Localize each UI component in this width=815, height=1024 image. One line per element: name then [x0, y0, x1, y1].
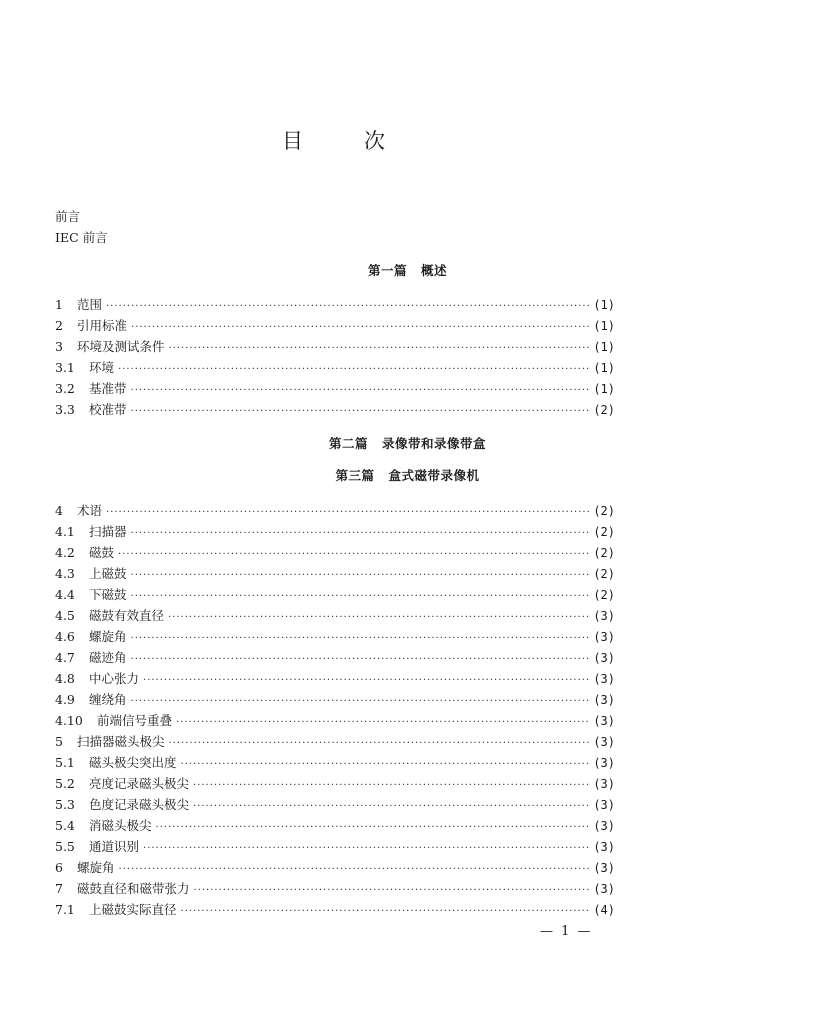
dot-leader: [143, 838, 589, 859]
toc-entry: [55, 521, 615, 542]
toc-entry-label: 磁迹角: [89, 650, 127, 665]
dot-leader: [156, 817, 590, 838]
toc-entry-page: (1): [593, 382, 615, 396]
toc-entry: [55, 689, 615, 710]
toc-entry-label: 扫描器: [89, 524, 127, 539]
toc-entry-page: (4): [593, 903, 615, 917]
toc-entry-label: 磁鼓直径和磁带张力: [77, 881, 190, 896]
toc-entry-number: 3.2: [55, 381, 75, 396]
toc-entry: [55, 752, 615, 773]
toc-entry-number: 4.6: [55, 629, 75, 644]
toc-entry-number: 3.3: [55, 402, 75, 417]
toc-entry-label: 校准带: [89, 402, 127, 417]
dot-leader: [131, 401, 590, 422]
toc-entry-label: 扫描器磁头极尖: [77, 734, 165, 749]
dot-leader: [131, 317, 589, 338]
title-char-1: 目: [282, 129, 303, 153]
part-number: 第一篇: [367, 263, 407, 278]
dot-leader: [131, 628, 590, 649]
toc-entry-number: 4.1: [55, 524, 75, 539]
toc-entry: [55, 294, 615, 315]
toc-entry-number: 5.3: [55, 797, 75, 812]
toc-entry-page: (2): [593, 588, 615, 602]
page-number: — 1 —: [540, 924, 593, 939]
toc-entry: [55, 584, 615, 605]
toc-entry-label: 中心张力: [89, 671, 140, 686]
part-heading-1: [0, 262, 815, 280]
part-heading-2: [0, 435, 815, 453]
toc-entry-label: 缠绕角: [89, 692, 127, 707]
toc-entry-label: 前端信号重叠: [97, 713, 173, 728]
toc-entry-number: 4.7: [55, 650, 75, 665]
toc-section-1: [55, 294, 615, 420]
dot-leader: [131, 565, 590, 586]
toc-entry-page: (3): [593, 672, 615, 686]
dot-leader: [181, 754, 590, 775]
dot-leader: [131, 380, 590, 401]
dot-leader: [193, 775, 589, 796]
toc-entry-page: (3): [593, 882, 615, 896]
front-matter-preface: 前言: [55, 209, 81, 224]
dot-leader: [194, 880, 590, 901]
dot-leader: [169, 338, 590, 359]
toc-entry-page: (2): [593, 567, 615, 581]
toc-entry-label: 螺旋角: [77, 860, 115, 875]
toc-entry-label: 上磁鼓实际直径: [89, 902, 177, 917]
toc-entry-page: (3): [593, 861, 615, 875]
toc-entry: [55, 794, 615, 815]
part-number: 第二篇: [328, 436, 368, 451]
document-title: [0, 126, 815, 156]
toc-entry-number: 4.10: [55, 713, 83, 728]
toc-entry-page: (3): [593, 777, 615, 791]
toc-entry-label: 范围: [77, 297, 103, 312]
toc-entry-number: 4.2: [55, 545, 75, 560]
toc-entry-label: 磁鼓有效直径: [89, 608, 165, 623]
front-matter: [55, 206, 108, 248]
dot-leader: [106, 502, 589, 523]
toc-entry: [55, 315, 615, 336]
toc-entry-number: 5.1: [55, 755, 75, 770]
toc-entry-page: (3): [593, 735, 615, 749]
toc-entry-number: 7: [55, 881, 63, 896]
toc-entry-page: (1): [593, 361, 615, 375]
toc-entry-label: 上磁鼓: [89, 566, 127, 581]
toc-entry-number: 4.4: [55, 587, 75, 602]
toc-entry-page: (3): [593, 714, 615, 728]
toc-entry-number: 2: [55, 318, 63, 333]
toc-entry-label: 消磁头极尖: [89, 818, 152, 833]
toc-entry-number: 4.9: [55, 692, 75, 707]
toc-entry: [55, 500, 615, 521]
toc-entry-number: 3: [55, 339, 63, 354]
toc-entry-page: (1): [593, 298, 615, 312]
part-name: 录像带和录像带盒: [382, 436, 487, 451]
toc-entry: [55, 836, 615, 857]
toc-entry: [55, 710, 615, 731]
toc-entry: [55, 647, 615, 668]
toc-entry-page: (2): [593, 403, 615, 417]
dot-leader: [168, 607, 589, 628]
toc-entry-number: 7.1: [55, 902, 75, 917]
toc-entry-number: 5: [55, 734, 63, 749]
toc-entry: [55, 878, 615, 899]
toc-entry-number: 3.1: [55, 360, 75, 375]
toc-section-3: [55, 500, 615, 920]
toc-entry-label: 通道识别: [89, 839, 140, 854]
dot-leader: [118, 544, 589, 565]
toc-entry: [55, 857, 615, 878]
toc-entry: [55, 378, 615, 399]
toc-entry-number: 5.2: [55, 776, 75, 791]
toc-entry-label: 磁鼓: [89, 545, 115, 560]
toc-entry: [55, 731, 615, 752]
toc-entry-page: (1): [593, 340, 615, 354]
toc-entry: [55, 399, 615, 420]
part-name: 概述: [421, 263, 448, 278]
toc-entry-label: 下磁鼓: [89, 587, 127, 602]
part-heading-3: [0, 467, 815, 485]
toc-entry-page: (2): [593, 525, 615, 539]
dot-leader: [131, 649, 590, 670]
dot-leader: [169, 733, 590, 754]
toc-entry-label: 环境及测试条件: [77, 339, 165, 354]
toc-entry: [55, 605, 615, 626]
toc-entry-number: 1: [55, 297, 63, 312]
toc-entry-page: (2): [593, 546, 615, 560]
toc-entry-number: 4: [55, 503, 63, 518]
toc-entry-label: 磁头极尖突出度: [89, 755, 177, 770]
dot-leader: [119, 859, 590, 880]
dot-leader: [106, 296, 589, 317]
dot-leader: [181, 901, 590, 922]
toc-entry: [55, 542, 615, 563]
toc-entry-label: 亮度记录磁头极尖: [89, 776, 190, 791]
toc-entry: [55, 815, 615, 836]
toc-entry: [55, 336, 615, 357]
toc-entry-number: 5.5: [55, 839, 75, 854]
front-matter-iec-preface: IEC 前言: [55, 230, 108, 245]
toc-entry-label: 术语: [77, 503, 103, 518]
dot-leader: [118, 359, 589, 380]
toc-entry-label: 螺旋角: [89, 629, 127, 644]
toc-entry-label: 色度记录磁头极尖: [89, 797, 190, 812]
toc-entry-label: 引用标准: [77, 318, 128, 333]
dot-leader: [143, 670, 589, 691]
dot-leader: [131, 586, 590, 607]
toc-entry-page: (3): [593, 630, 615, 644]
dot-leader: [176, 712, 589, 733]
toc-entry: [55, 668, 615, 689]
toc-entry: [55, 899, 615, 920]
toc-entry-page: (2): [593, 504, 615, 518]
dot-leader: [131, 523, 590, 544]
dot-leader: [131, 691, 590, 712]
toc-entry-page: (3): [593, 819, 615, 833]
toc-entry-number: 4.5: [55, 608, 75, 623]
toc-entry-page: (3): [593, 840, 615, 854]
toc-entry: [55, 563, 615, 584]
toc-entry-page: (1): [593, 319, 615, 333]
part-number: 第三篇: [335, 468, 375, 483]
toc-entry-page: (3): [593, 609, 615, 623]
toc-entry-label: 环境: [89, 360, 115, 375]
toc-entry-number: 5.4: [55, 818, 75, 833]
toc-entry-number: 4.8: [55, 671, 75, 686]
toc-entry-page: (3): [593, 693, 615, 707]
part-name: 盒式磁带录像机: [388, 468, 480, 483]
title-char-2: 次: [364, 129, 385, 153]
dot-leader: [193, 796, 589, 817]
toc-entry-page: (3): [593, 756, 615, 770]
toc-entry: [55, 773, 615, 794]
toc-entry-label: 基准带: [89, 381, 127, 396]
toc-entry-page: (3): [593, 651, 615, 665]
toc-entry: [55, 626, 615, 647]
toc-entry-number: 4.3: [55, 566, 75, 581]
toc-entry-number: 6: [55, 860, 63, 875]
toc-entry: [55, 357, 615, 378]
toc-entry-page: (3): [593, 798, 615, 812]
